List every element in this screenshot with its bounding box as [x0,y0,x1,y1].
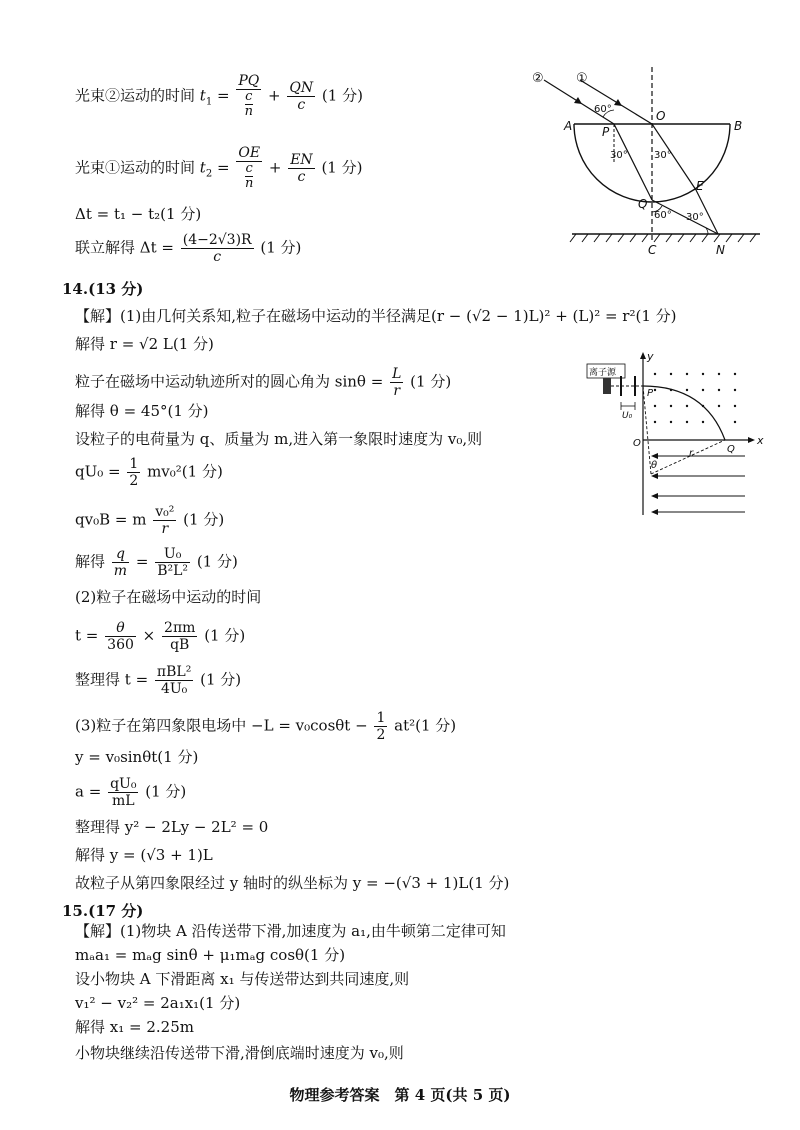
svg-text:r: r [689,448,694,459]
q14-line: 整理得 t = $\frac{\text{πBL²}}{\text{4U₀}}$ (1 分) [75,664,242,697]
fraction: $\frac{EN}{c}$ [290,152,313,185]
svg-text:N: N [716,243,725,257]
svg-text:O: O [633,438,641,449]
svg-text:30°: 30° [654,150,672,161]
q14-line: 解得 $\frac{q}{m}$ = $\frac{\text{U₀}}{\text{B²L²}}$ (1 分) [75,546,238,579]
fraction: $\frac{(4-2√3)R}{c}$ [182,232,252,265]
svg-text:60°: 60° [594,104,612,115]
page-footer: 物理参考答案 第 4 页(共 5 页) [289,1086,511,1104]
fraction: $\frac{\theta}{360}$ [107,620,134,653]
q13-line-dt: Δt = t₁ − t₂(1 分) [75,205,202,223]
fraction: $\frac{PQ}{\frac{c}{n}}$ [238,73,260,119]
q14-line: 解得 y = (√3 + 1)L [75,846,213,864]
q14-line: y = v₀sinθt(1 分) [75,748,199,766]
fraction: $\frac{1}{2}$ [129,456,139,489]
svg-text:θ: θ [651,460,658,471]
q13-line-result: 联立解得 Δt = $\frac{(4-2√3)R}{c}$ (1 分) [75,232,302,265]
magnetic-field-diagram [585,350,765,525]
q14-line: 故粒子从第四象限经过 y 轴时的纵坐标为 y = −(√3 + 1)L(1 分) [75,874,510,892]
q15-line: 小物块继续沿传送带下滑,滑倒底端时速度为 v₀,则 [75,1044,404,1062]
svg-text:B: B [734,119,743,133]
svg-text:P: P [647,388,654,399]
fraction: $\frac{\text{πBL²}}{\text{4U₀}}$ [156,664,192,697]
fraction: $\frac{OE}{\frac{c}{n}}$ [238,145,261,191]
q14-header: 14.(13 分) [62,280,144,298]
q14-line: 粒子在磁场中运动轨迹所对的圆心角为 sinθ = $\frac{L}{r}$ (1 分) [75,366,452,399]
q14-line: 解得 θ = 45°(1 分) [75,402,209,420]
q15-line: 解得 x₁ = 2.25m [75,1018,194,1036]
svg-text:Q: Q [727,444,735,455]
svg-text:30°: 30° [686,212,704,223]
q15-header: 15.(17 分) [62,902,144,920]
q14-line: 设粒子的电荷量为 q、质量为 m,进入第一象限时速度为 v₀,则 [75,430,483,448]
q14-line: 【解】(1)由几何关系知,粒子在磁场中运动的半径满足(r − (√2 − 1)L)² + (L)² = r²(1 分) [75,307,677,325]
fraction: $\frac{\text{qU₀}}{mL}$ [110,776,137,809]
q15-line: 设小物块 A 下滑距离 x₁ 与传送带达到共同速度,则 [75,970,410,988]
svg-text:P: P [602,125,610,139]
label-beam2: ② [532,71,544,86]
q14-line: (3)粒子在第四象限电场中 −L = v₀cosθt − $\frac{1}{2}$ at²(1 分) [75,710,457,743]
fraction: $\frac{\text{U₀}}{\text{B²L²}}$ [157,546,189,579]
q14-line: t = $\frac{\theta}{360}$ × $\frac{2\pi m}{qB}$ (1 分) [75,620,246,653]
q14-line: qv₀B = m $\frac{\text{v₀²}}{r}$ (1 分) [75,504,225,537]
svg-text:A: A [564,119,573,133]
svg-text:U₀: U₀ [622,411,633,421]
fraction: $\frac{QN}{c}$ [289,80,314,113]
svg-text:x: x [757,434,764,447]
svg-text:O: O [656,109,666,123]
q15-line: v₁² − v₂² = 2a₁x₁(1 分) [75,994,241,1012]
q13-line-t1: 光束②运动的时间 $t_1$ = $\frac{PQ}{\frac{c}{n}}$ + $\frac{QN}{c}$ (1 分) [75,73,363,119]
fraction: $\frac{\text{v₀²}}{r}$ [155,504,175,537]
q14-line: (2)粒子在磁场中运动的时间 [75,588,262,606]
q15-line: mₐa₁ = mₐg sinθ + μ₁mₐg cosθ(1 分) [75,946,346,964]
q14-line: qU₀ = $\frac{1}{2}$ mv₀²(1 分) [75,456,223,489]
fraction: $\frac{2\pi m}{qB}$ [164,620,196,653]
svg-text:60°: 60° [654,210,672,221]
label-ion-source: 离子源 [589,368,617,378]
q14-line: a = $\frac{\text{qU₀}}{mL}$ (1 分) [75,776,187,809]
q15-line: 【解】(1)物块 A 沿传送带下滑,加速度为 a₁,由牛顿第二定律可知 [75,922,506,940]
q14-line: 整理得 y² − 2Ly − 2L² = 0 [75,818,269,836]
svg-text:E: E [696,179,704,193]
fraction: $\frac{L}{r}$ [392,366,402,399]
refraction-diagram [530,62,770,262]
fraction: $\frac{q}{m}$ [113,546,128,579]
svg-text:y: y [647,350,654,363]
svg-text:30°: 30° [610,150,628,161]
label-beam1: ① [576,71,588,86]
svg-text:C: C [648,243,657,257]
q13-line-t2: 光束①运动的时间 $t_2$ = $\frac{OE}{\frac{c}{n}}$ + $\frac{EN}{c}$ (1 分) [75,145,363,191]
fraction: $\frac{1}{2}$ [376,710,386,743]
svg-text:Q: Q [638,197,648,211]
q14-line: 解得 r = √2 L(1 分) [75,335,214,353]
